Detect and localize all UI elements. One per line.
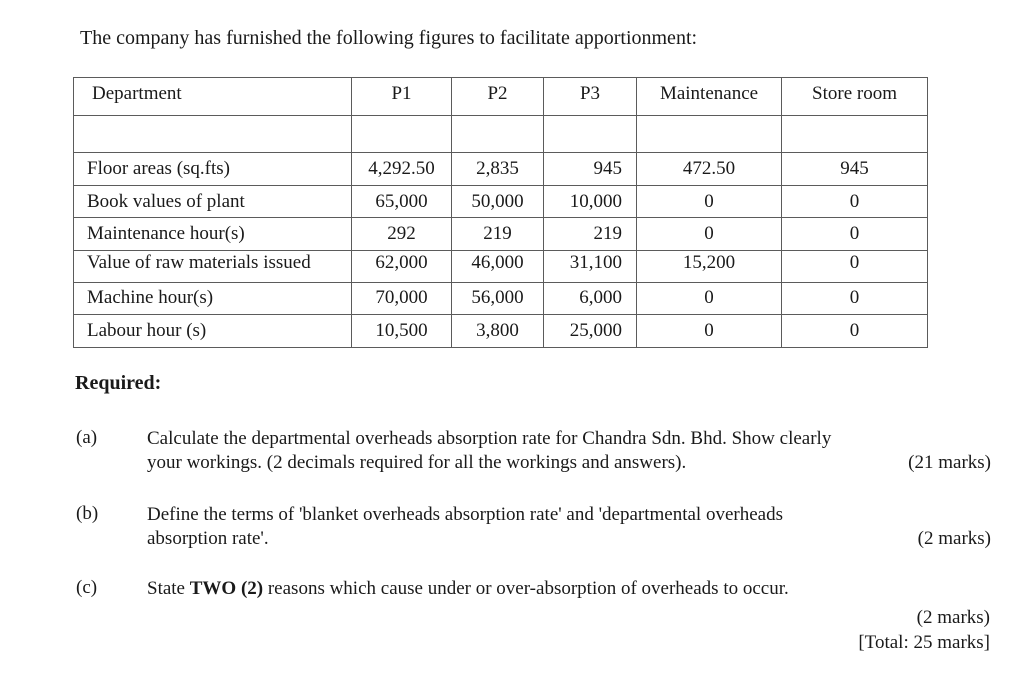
apportionment-table [73, 77, 928, 348]
cell-p1: 4,292.50 [352, 152, 452, 185]
question-b-line1: Define the terms of 'blanket overheads absorption rate' and 'departmental overheads [147, 504, 783, 525]
cell-p2: 219 [452, 218, 544, 251]
question-b-marker: (b) [76, 503, 99, 524]
question-c-text-after: reasons which cause under or over-absorption of overheads to occur. [263, 578, 789, 599]
row-label: Labour hour (s) [74, 315, 352, 348]
question-c-marks: (2 marks) [916, 607, 990, 628]
cell-store-room: 0 [782, 218, 928, 251]
cell-p3: 31,100 [544, 251, 637, 282]
header-p1: P1 [352, 78, 452, 116]
cell-p1: 62,000 [352, 251, 452, 282]
cell-maintenance: 15,200 [637, 251, 782, 282]
cell-maintenance: 0 [637, 218, 782, 251]
question-c-text [147, 577, 991, 601]
cell-p2: 56,000 [452, 282, 544, 315]
question-c-marker: (c) [76, 577, 98, 598]
question-b-text [147, 503, 991, 551]
question-c-text-before: State [147, 578, 190, 599]
cell-maintenance: 0 [637, 185, 782, 218]
question-a-marks: (21 marks) [908, 452, 991, 473]
cell-p1: 292 [352, 218, 452, 251]
cell-p3: 6,000 [544, 282, 637, 315]
header-p2: P2 [452, 78, 544, 116]
table-row [74, 185, 928, 218]
header-department: Department [74, 78, 352, 116]
cell-store-room: 0 [782, 282, 928, 315]
cell-p1: 70,000 [352, 282, 452, 315]
cell-store-room: 0 [782, 185, 928, 218]
total-marks: [Total: 25 marks] [858, 632, 990, 653]
table-row [74, 282, 928, 315]
cell-p2: 3,800 [452, 315, 544, 348]
row-label: Value of raw materials issued [74, 251, 352, 282]
cell-p1: 10,500 [352, 315, 452, 348]
table-row [74, 218, 928, 251]
question-a-marker: (a) [76, 427, 98, 448]
header-store-room: Store room [782, 78, 928, 116]
cell-store-room: 0 [782, 251, 928, 282]
cell-p3: 10,000 [544, 185, 637, 218]
cell-p2: 2,835 [452, 152, 544, 185]
cell-maintenance: 472.50 [637, 152, 782, 185]
header-p3: P3 [544, 78, 637, 116]
header-maintenance: Maintenance [637, 78, 782, 116]
cell-p3: 25,000 [544, 315, 637, 348]
table-row [74, 251, 928, 282]
row-label: Book values of plant [74, 185, 352, 218]
cell-store-room: 0 [782, 315, 928, 348]
table-row [74, 315, 928, 348]
question-c-emphasis: TWO (2) [189, 578, 264, 599]
row-label: Maintenance hour(s) [74, 218, 352, 251]
cell-p2: 46,000 [452, 251, 544, 282]
question-b-marks: (2 marks) [917, 528, 991, 549]
spacer-row [74, 115, 928, 152]
cell-p2: 50,000 [452, 185, 544, 218]
question-a-line1: Calculate the departmental overheads absorption rate for Chandra Sdn. Bhd. Show clearly [147, 428, 832, 449]
cell-maintenance: 0 [637, 315, 782, 348]
row-label: Machine hour(s) [74, 282, 352, 315]
question-b-line2: absorption rate'. [147, 528, 269, 549]
cell-p3: 219 [544, 218, 637, 251]
cell-maintenance: 0 [637, 282, 782, 315]
row-label: Floor areas (sq.fts) [74, 152, 352, 185]
table-row [74, 152, 928, 185]
table-header-row [74, 78, 928, 116]
cell-store-room: 945 [782, 152, 928, 185]
question-a-line2: your workings. (2 decimals required for all the workings and answers). [147, 452, 687, 473]
cell-p1: 65,000 [352, 185, 452, 218]
required-heading: Required: [75, 372, 162, 394]
question-a-text [147, 427, 991, 475]
intro-text: The company has furnished the following figures to facilitate apportionment: [80, 27, 698, 49]
cell-p3: 945 [544, 152, 637, 185]
question-c-line1 [147, 577, 991, 601]
